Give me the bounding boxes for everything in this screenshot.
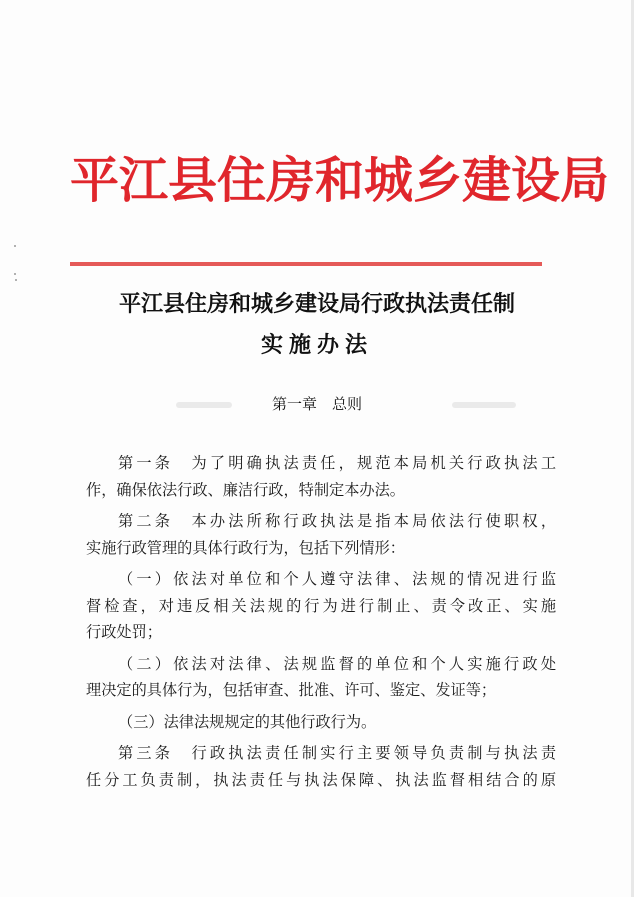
paragraph bbox=[86, 508, 556, 561]
paragraph bbox=[86, 740, 556, 793]
document-body bbox=[86, 450, 556, 793]
text-line: 督检查，对违反相关法规的行为进行制止、责令改正、实施 bbox=[86, 596, 556, 615]
letterhead-red-rule bbox=[70, 262, 542, 266]
text-line: （二）依法对法律、法规监督的单位和个人实施行政处 bbox=[118, 654, 556, 673]
paragraph bbox=[86, 450, 556, 503]
document-title-line-2: 实施办法 bbox=[260, 332, 373, 358]
paragraph bbox=[86, 566, 556, 646]
text-line: 第二条 本办法所称行政执法是指本局依法行使职权， bbox=[118, 512, 556, 530]
text-line: 行政处罚； bbox=[86, 623, 162, 641]
text-line: 实施行政管理的具体行政行为，包括下列情形： bbox=[86, 538, 405, 557]
text-line: 任分工负责制，执法责任与执法保障、执法监督相结合的原 bbox=[86, 770, 556, 789]
paragraph bbox=[86, 709, 556, 736]
text-line: 理决定的具体行为，包括审查、批准、许可、鉴定、发证等； bbox=[86, 681, 497, 699]
text-line: 第三条 行政执法责任制实行主要领导负责制与执法责 bbox=[118, 744, 556, 762]
letterhead-title: 平江县住房和城乡建设局 bbox=[70, 151, 610, 209]
text-line: 作，确保依法行政、廉洁行政，特制定本办法。 bbox=[86, 480, 405, 499]
text-line: （一）依法对单位和个人遵守法律、法规的情况进行监 bbox=[118, 570, 556, 588]
document-title-line-1: 平江县住房和城乡建设局行政执法责任制 bbox=[118, 291, 515, 317]
text-line: （三）法律法规规定的其他行政行为。 bbox=[118, 712, 377, 731]
paragraph bbox=[86, 651, 556, 704]
chapter-heading: 第一章 总则 bbox=[271, 395, 362, 413]
text-line: 第一条 为了明确执法责任，规范本局机关行政执法工 bbox=[118, 454, 556, 472]
